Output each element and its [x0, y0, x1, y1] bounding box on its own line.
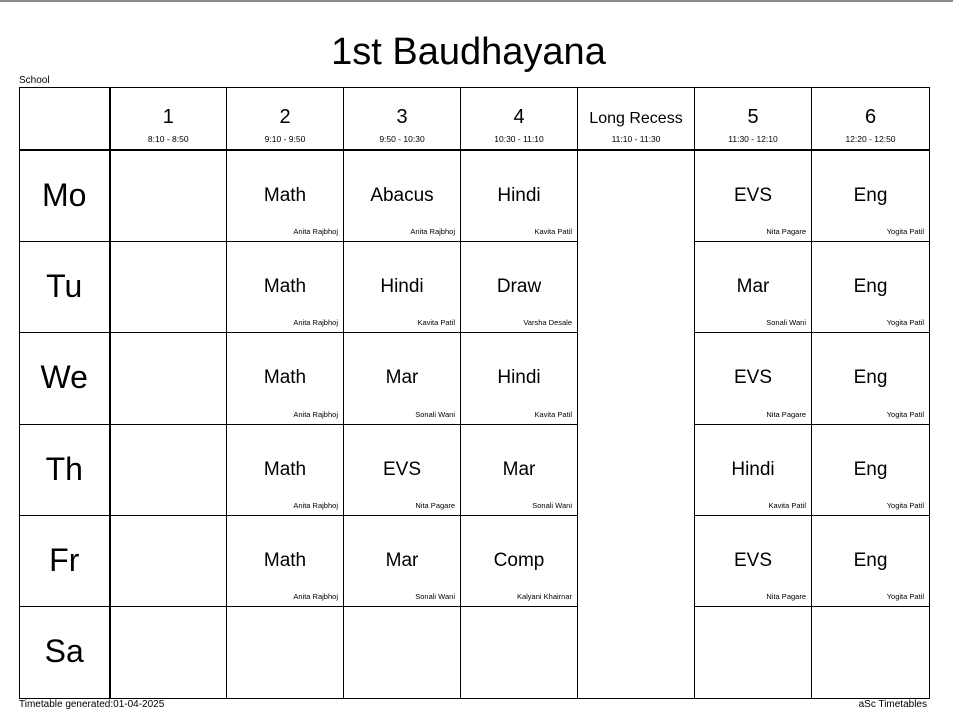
empty-cell [110, 424, 227, 515]
teacher-name: Anita Rajbhoj [293, 409, 338, 419]
period-header-5 [695, 88, 812, 150]
empty-cell [110, 150, 227, 241]
period-header-recess [578, 88, 695, 150]
day-row [20, 424, 930, 515]
subject-label: Eng [853, 184, 888, 206]
teacher-name: Kavita Patil [417, 318, 455, 328]
subject-label: Hindi [731, 458, 775, 480]
period-label: 2 [279, 106, 291, 128]
day-label: We [40, 359, 88, 396]
lesson-cell [812, 150, 930, 241]
period-label: 1 [162, 106, 174, 128]
top-border-line [0, 0, 953, 2]
teacher-name: Nita Pagare [766, 226, 806, 236]
teacher-name: Sonali Wani [766, 318, 806, 328]
period-label: 4 [513, 106, 525, 128]
empty-cell [812, 607, 930, 699]
lesson-cell [461, 241, 578, 332]
day-row [20, 516, 930, 607]
generated-date: Timetable generated:01-04-2025 [19, 699, 165, 710]
teacher-name: Yogita Patil [886, 501, 924, 511]
day-cell [20, 607, 110, 699]
subject-label: EVS [733, 184, 773, 206]
teacher-name: Nita Pagare [766, 409, 806, 419]
page-title: 1st Baudhayana [331, 31, 606, 73]
teacher-name: Kalyani Khairnar [516, 592, 572, 602]
day-row [20, 150, 930, 241]
subject-label: Mar [385, 550, 419, 572]
teacher-name: Yogita Patil [886, 409, 924, 419]
subject-label: Hindi [380, 275, 424, 297]
period-time: 10:30 - 11:10 [494, 134, 544, 144]
lesson-cell [461, 424, 578, 515]
lesson-cell [227, 241, 344, 332]
subject-label: Math [263, 275, 307, 297]
lesson-cell [695, 424, 812, 515]
period-header-2 [227, 88, 344, 150]
period-label: Long Recess [589, 110, 683, 127]
lesson-cell [695, 333, 812, 424]
subject-label: Comp [493, 550, 545, 572]
lesson-cell [461, 333, 578, 424]
period-label: 6 [864, 106, 877, 128]
subject-label: EVS [733, 367, 773, 389]
teacher-name: Yogita Patil [886, 226, 924, 236]
recess-column-cell [578, 150, 695, 699]
subject-label: Math [263, 184, 307, 206]
day-cell [20, 424, 110, 515]
lesson-cell [812, 424, 930, 515]
subject-label: Eng [853, 275, 888, 297]
teacher-name: Anita Rajbhoj [410, 226, 455, 236]
period-header-row [20, 88, 930, 150]
day-cell [20, 241, 110, 332]
day-cell [20, 516, 110, 607]
day-label: Sa [44, 633, 84, 670]
lesson-cell [461, 516, 578, 607]
lesson-cell [227, 333, 344, 424]
lesson-cell [695, 150, 812, 241]
lesson-cell [344, 333, 461, 424]
empty-cell [227, 607, 344, 699]
lesson-cell [344, 150, 461, 241]
period-header-4 [461, 88, 578, 150]
period-time: 9:10 - 9:50 [264, 134, 306, 144]
corner-cell [20, 88, 110, 150]
lesson-cell [812, 333, 930, 424]
period-label: 3 [396, 106, 408, 128]
teacher-name: Yogita Patil [886, 592, 924, 602]
brand-label: aSc Timetables [858, 699, 927, 710]
lesson-cell [344, 516, 461, 607]
day-label: Mo [42, 176, 87, 213]
subject-label: Eng [853, 458, 888, 480]
lesson-cell [227, 424, 344, 515]
empty-cell [110, 516, 227, 607]
empty-cell [695, 607, 812, 699]
day-row [20, 333, 930, 424]
subject-label: EVS [733, 550, 773, 572]
subject-label: Mar [502, 458, 536, 480]
subject-label: Math [263, 367, 307, 389]
period-header-1 [110, 88, 227, 150]
subject-label: Mar [736, 275, 770, 297]
school-label: School [19, 75, 50, 86]
teacher-name: Kavita Patil [534, 226, 572, 236]
lesson-cell [344, 424, 461, 515]
lesson-cell [812, 516, 930, 607]
lesson-cell [812, 241, 930, 332]
day-label: Fr [49, 542, 80, 579]
teacher-name: Anita Rajbhoj [293, 592, 338, 602]
day-row [20, 607, 930, 699]
teacher-name: Anita Rajbhoj [293, 318, 338, 328]
period-time: 12:20 - 12:50 [845, 134, 896, 144]
subject-label: Mar [385, 367, 419, 389]
empty-cell [110, 241, 227, 332]
period-time: 11:10 - 11:30 [611, 134, 661, 144]
subject-label: Math [263, 458, 307, 480]
teacher-name: Nita Pagare [766, 592, 806, 602]
period-time: 11:30 - 12:10 [728, 134, 778, 144]
period-time: 9:50 - 10:30 [379, 134, 425, 144]
period-header-6 [812, 88, 930, 150]
lesson-cell [227, 150, 344, 241]
teacher-name: Kavita Patil [534, 409, 572, 419]
day-label: Th [45, 450, 83, 487]
teacher-name: Yogita Patil [886, 318, 924, 328]
period-time: 8:10 - 8:50 [147, 134, 189, 144]
lesson-cell [344, 241, 461, 332]
empty-cell [344, 607, 461, 699]
lesson-cell [461, 150, 578, 241]
subject-label: Abacus [370, 184, 434, 206]
subject-label: Eng [853, 550, 888, 572]
timetable-grid [19, 87, 930, 699]
lesson-cell [695, 241, 812, 332]
teacher-name: Varsha Desale [523, 318, 572, 328]
lesson-cell [695, 516, 812, 607]
subject-label: Math [263, 550, 307, 572]
empty-cell [110, 333, 227, 424]
day-row [20, 241, 930, 332]
teacher-name: Anita Rajbhoj [293, 501, 338, 511]
subject-label: Hindi [497, 184, 541, 206]
teacher-name: Kavita Patil [768, 501, 806, 511]
teacher-name: Sonali Wani [415, 592, 455, 602]
empty-cell [110, 607, 227, 699]
teacher-name: Sonali Wani [532, 501, 572, 511]
subject-label: Eng [853, 367, 888, 389]
period-label: 5 [747, 106, 759, 128]
teacher-name: Nita Pagare [415, 501, 455, 511]
period-header-3 [344, 88, 461, 150]
day-cell [20, 150, 110, 241]
teacher-name: Sonali Wani [415, 409, 455, 419]
day-cell [20, 333, 110, 424]
subject-label: Draw [496, 275, 542, 297]
lesson-cell [227, 516, 344, 607]
teacher-name: Anita Rajbhoj [293, 226, 338, 236]
empty-cell [461, 607, 578, 699]
subject-label: Hindi [497, 367, 541, 389]
day-label: Tu [46, 267, 83, 304]
subject-label: EVS [382, 458, 422, 480]
